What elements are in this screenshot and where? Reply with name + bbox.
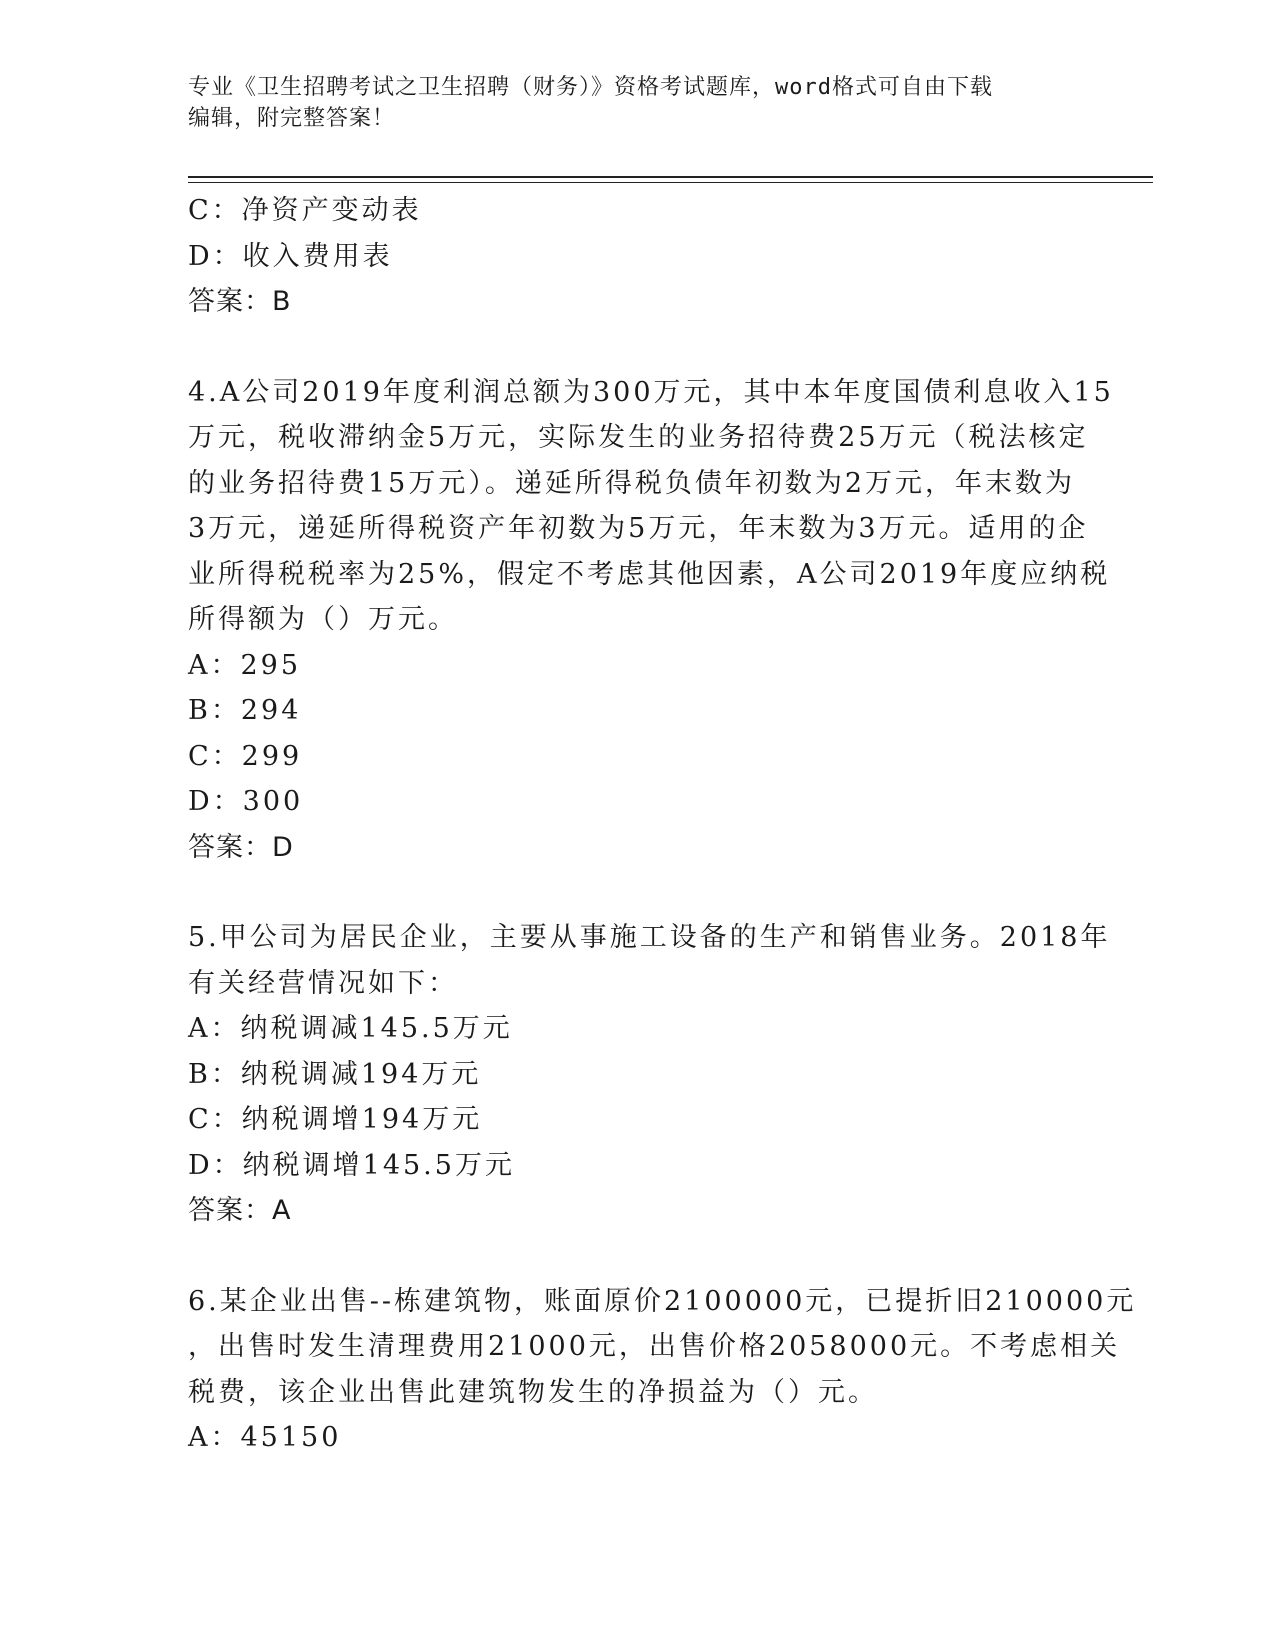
question-text-line: 6.某企业出售--栋建筑物，账面原价2100000元，已提折旧210000元 bbox=[188, 1285, 1137, 1317]
option-d: D：300 bbox=[188, 786, 304, 817]
question-text-line: 4.A公司2019年度利润总额为300万元，其中本年度国债利息收入15 bbox=[188, 376, 1114, 408]
option-c: C：净资产变动表 bbox=[188, 195, 422, 226]
question-text-line: 所得额为（）万元。 bbox=[188, 604, 458, 635]
answer: 答案：B bbox=[188, 286, 292, 317]
question-text-line: 税费，该企业出售此建筑物发生的净损益为（）元。 bbox=[188, 1376, 878, 1408]
option-c: C：纳税调增194万元 bbox=[188, 1104, 483, 1135]
question-text-line: 3万元，递延所得税资产年初数为5万元，年末数为3万元。适用的企 bbox=[188, 513, 1089, 544]
question-text-line: 业所得税税率为25%，假定不考虑其他因素，A公司2019年度应纳税 bbox=[188, 558, 1111, 590]
option-d: D：收入费用表 bbox=[188, 240, 393, 272]
question-5 bbox=[188, 915, 1111, 1234]
question-text-line: 的业务招待费15万元）。递延所得税负债年初数为2万元，年末数为 bbox=[188, 467, 1076, 499]
answer: 答案：A bbox=[188, 1195, 292, 1226]
question-text-line: 有关经营情况如下： bbox=[188, 967, 458, 999]
option-c: C：299 bbox=[188, 740, 303, 772]
question-text-line: ，出售时发生清理费用21000元，出售价格2058000元。不考虑相关 bbox=[188, 1331, 1121, 1362]
option-d: D：纳税调增145.5万元 bbox=[188, 1149, 515, 1181]
option-a: A：295 bbox=[188, 649, 302, 681]
question-6 bbox=[188, 1279, 1137, 1461]
header-line-2: 编辑，附完整答案！ bbox=[188, 106, 396, 131]
spacer bbox=[188, 1234, 1088, 1279]
spacer bbox=[188, 870, 1088, 915]
option-a: A：纳税调减145.5万元 bbox=[188, 1013, 513, 1044]
option-b: B：纳税调减194万元 bbox=[188, 1058, 482, 1090]
option-a: A：45150 bbox=[188, 1422, 342, 1453]
question-4 bbox=[188, 370, 1114, 871]
question-text-line: 5.甲公司为居民企业，主要从事施工设备的生产和销售业务。2018年 bbox=[188, 922, 1111, 953]
document-body bbox=[188, 188, 1137, 1461]
option-b: B：294 bbox=[188, 695, 302, 726]
question-text-line: 万元，税收滞纳金5万元，实际发生的业务招待费25万元（税法核定 bbox=[188, 422, 1089, 453]
header-rule-thin bbox=[188, 182, 1153, 183]
question-3-tail bbox=[188, 188, 1088, 325]
header-line-1: 专业《卫生招聘考试之卫生招聘（财务）》资格考试题库，word格式可自由下载 bbox=[188, 75, 993, 100]
header-rule-thick bbox=[188, 176, 1153, 178]
answer: 答案：D bbox=[188, 831, 294, 863]
page-header bbox=[188, 72, 1088, 134]
spacer bbox=[188, 325, 1088, 370]
